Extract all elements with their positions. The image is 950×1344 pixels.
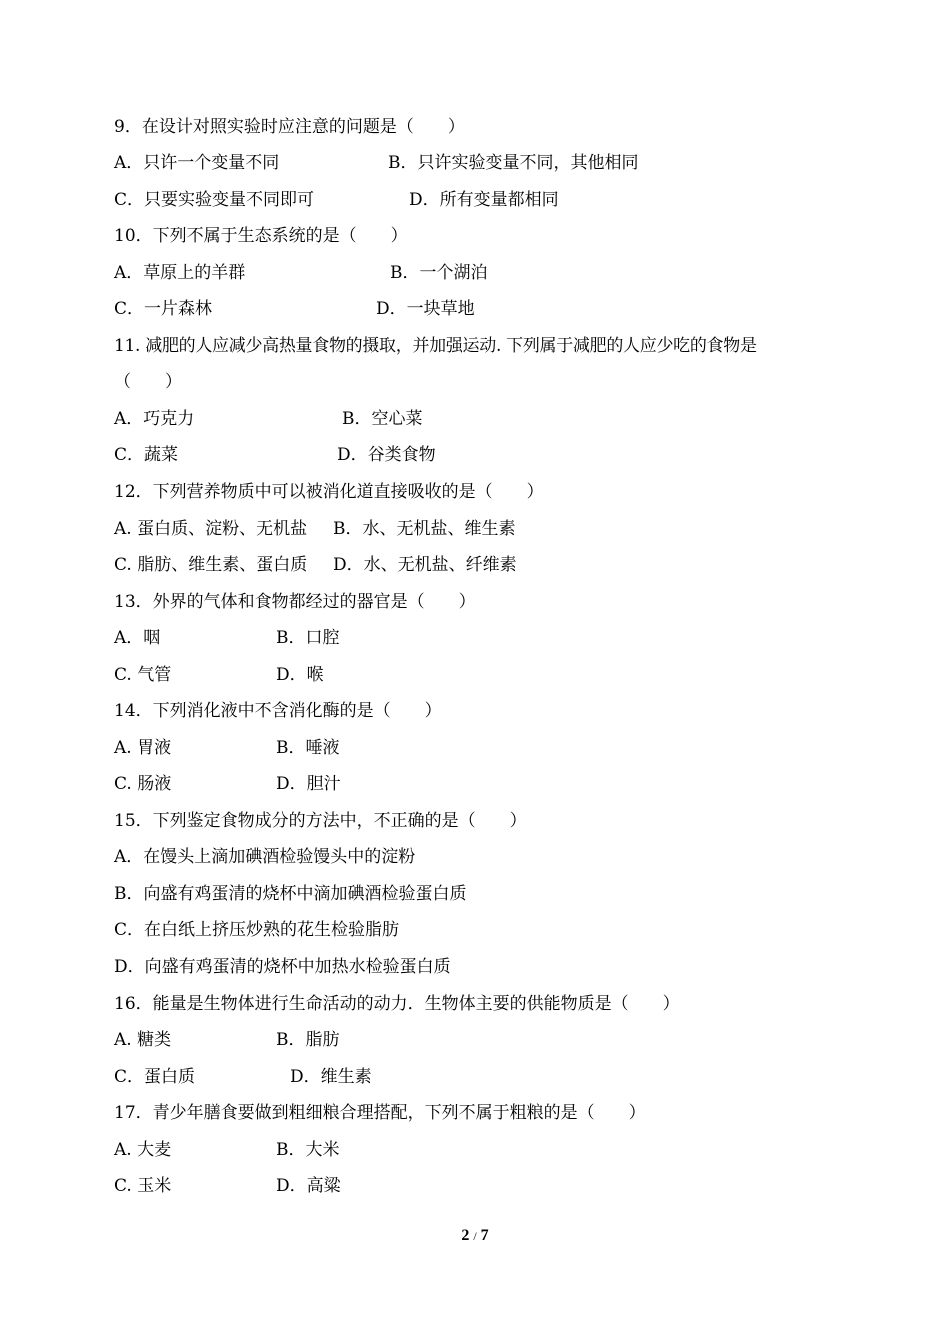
option-a: A．巧克力 [114,409,195,429]
option-b: B．唾液 [276,738,340,758]
option-a: A. 大麦 [114,1140,172,1160]
option-b: B．水、无机盐、维生素 [333,519,516,539]
stem-text: 16．能量是生物体进行生命活动的动力．生物体主要的供能物质是（ ） [114,994,680,1014]
stem-text: 14．下列消化液中不含消化酶的是（ ） [114,701,442,721]
option-c: C. 气管 [114,665,172,685]
option-d: D．一块草地 [376,299,475,319]
option-d: D．谷类食物 [337,445,436,465]
option-a: A．只许一个变量不同 [114,153,280,173]
option-d: D．维生素 [290,1067,372,1087]
option-b: B．脂肪 [276,1030,340,1050]
stem-text: 11. 减肥的人应减少高热量食物的摄取，并加强运动. 下列属于减肥的人应少吃的食物是 [114,336,757,356]
option-a: A．咽 [114,628,161,648]
option-d: D．高粱 [276,1176,341,1196]
option-c: C. 脂肪、维生素、蛋白质 [114,555,308,575]
current-page: 2 [461,1227,470,1244]
option-a: A．在馒头上滴加碘酒检验馒头中的淀粉 [114,847,416,867]
stem-text: 17．青少年膳食要做到粗细粮合理搭配，下列不属于粗粮的是（ ） [114,1103,646,1123]
option-d: D．所有变量都相同 [409,190,559,210]
option-c: C. 玉米 [114,1176,172,1196]
option-b: B．只许实验变量不同，其他相同 [388,153,639,173]
option-a: A. 胃液 [114,738,172,758]
option-b: B．向盛有鸡蛋清的烧杯中滴加碘酒检验蛋白质 [114,884,467,904]
stem-text: 9．在设计对照实验时应注意的问题是（ ） [114,117,465,137]
option-c: C．只要实验变量不同即可 [114,190,315,210]
stem-text: 10．下列不属于生态系统的是（ ） [114,226,408,246]
option-b: B．空心菜 [342,409,423,429]
option-a: A. 蛋白质、淀粉、无机盐 [114,519,308,539]
option-a: A．草原上的羊群 [114,263,246,283]
option-a: A. 糖类 [114,1030,172,1050]
option-c: C．在白纸上挤压炒熟的花生检验脂肪 [114,920,400,940]
option-b: B．大米 [276,1140,340,1160]
option-d: D．向盛有鸡蛋清的烧杯中加热水检验蛋白质 [114,957,451,977]
option-b: B．一个湖泊 [390,263,488,283]
option-c: C. 肠液 [114,774,172,794]
stem-text: 13．外界的气体和食物都经过的器官是（ ） [114,592,476,612]
page-number [0,1227,950,1245]
option-c: C．蛋白质 [114,1067,196,1087]
option-c: C．蔬菜 [114,445,179,465]
stem-text: 15．下列鉴定食物成分的方法中，不正确的是（ ） [114,811,527,831]
option-b: B．口腔 [276,628,340,648]
page-separator: / [473,1229,477,1243]
option-d: D．水、无机盐、纤维素 [333,555,517,575]
stem-text-cont: （ ） [114,372,182,392]
total-pages: 7 [480,1227,489,1244]
option-d: D．胆汁 [276,774,341,794]
option-c: C．一片森林 [114,299,213,319]
stem-text: 12．下列营养物质中可以被消化道直接吸收的是（ ） [114,482,544,502]
option-d: D．喉 [276,665,324,685]
